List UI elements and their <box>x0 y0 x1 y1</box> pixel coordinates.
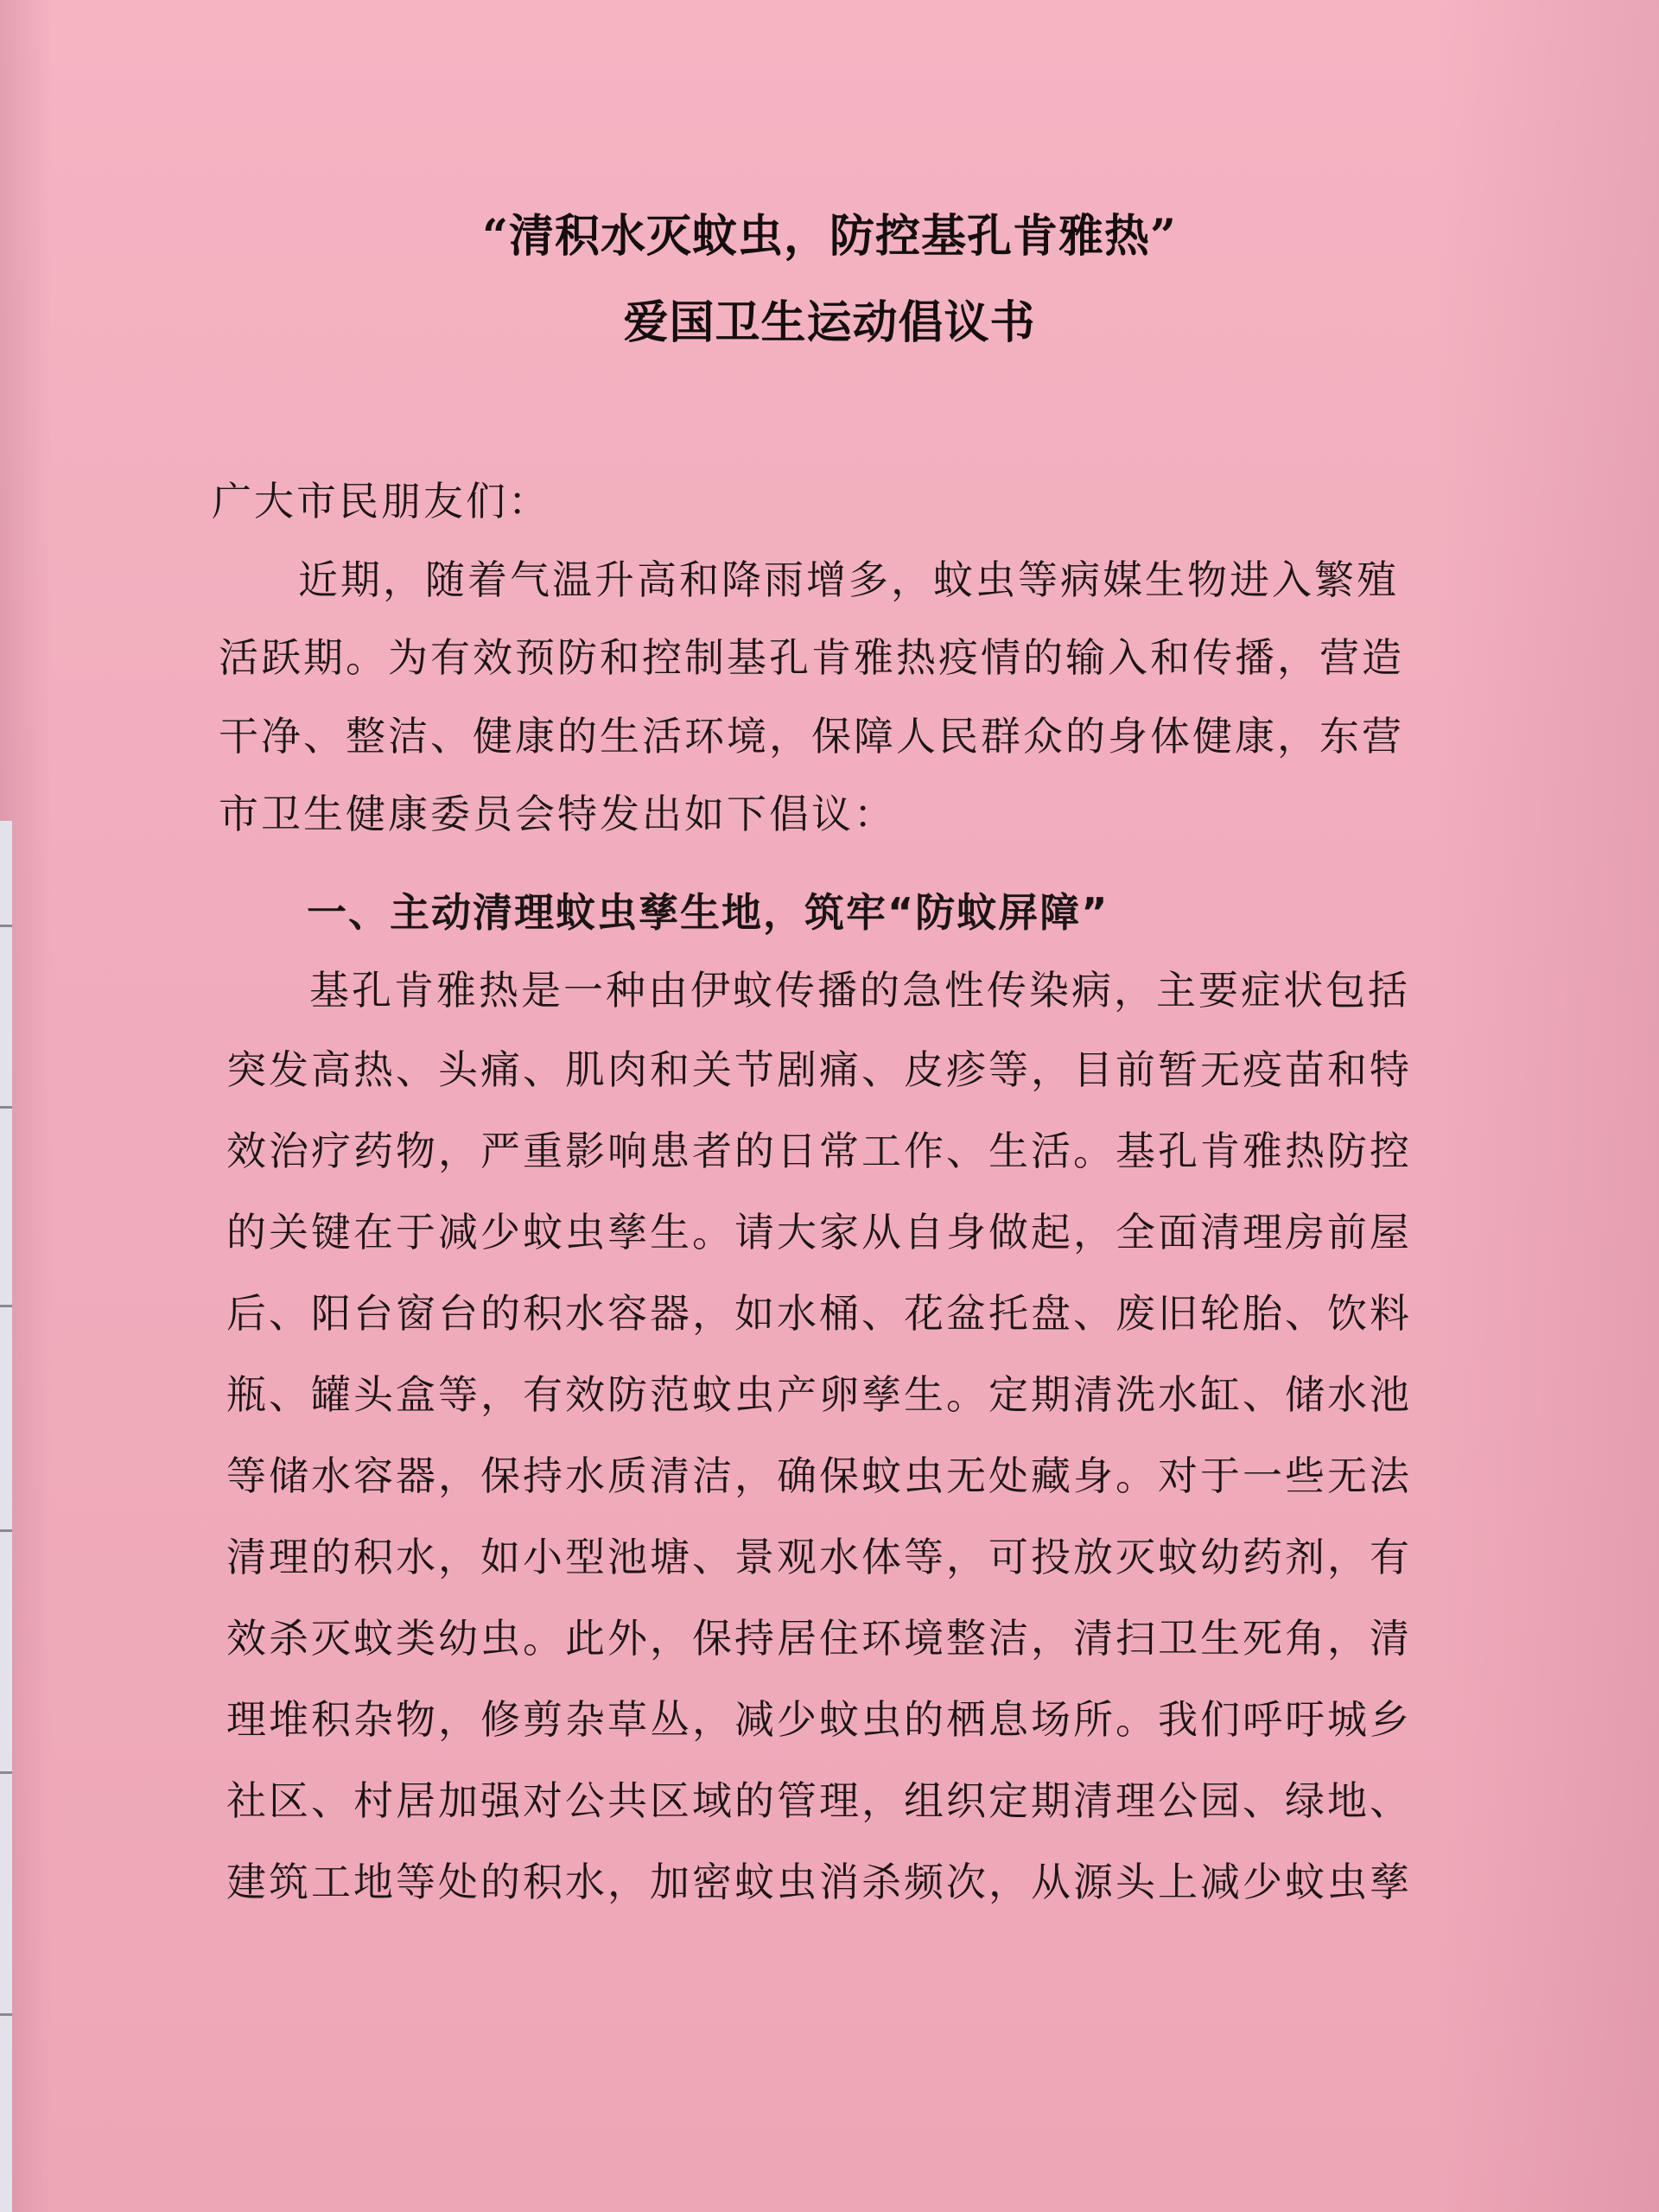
document-title-line-1: “清积水灭蚊虫，防控基孔肯雅热” <box>482 210 1177 263</box>
edge-mark <box>0 2013 12 2016</box>
paragraph-1-line: 市卫生健康委员会特发出如下倡议： <box>219 791 896 837</box>
paragraph-2-line: 突发高热、头痛、肌肉和关节剧痛、皮疹等，目前暂无疫苗和特 <box>226 1046 1412 1093</box>
paragraph-2-line: 社区、村居加强对公共区域的管理，组织定期清理公园、绿地、 <box>226 1777 1412 1824</box>
edge-mark <box>0 925 12 927</box>
paragraph-1-line: 干净、整洁、健康的生活环境，保障人民群众的身体健康，东营 <box>219 713 1404 760</box>
paragraph-2-line: 建筑工地等处的积水，加密蚊虫消杀频次，从源头上减少蚊虫孳 <box>226 1859 1412 1905</box>
paragraph-2-line: 清理的积水，如小型池塘、景观水体等，可投放灭蚊幼药剂，有 <box>226 1534 1412 1580</box>
paragraph-2-line: 后、阳台窗台的积水容器，如水桶、花盆托盘、废旧轮胎、饮料 <box>226 1290 1412 1337</box>
underlying-paper-edge <box>0 821 12 2212</box>
paragraph-2-line: 的关键在于减少蚊虫孳生。请大家从自身做起，全面清理房前屋 <box>226 1209 1412 1255</box>
paragraph-2-line: 等储水容器，保持水质清洁，确保蚊虫无处藏身。对于一些无法 <box>226 1452 1412 1499</box>
paragraph-2-line: 瓶、罐头盒等，有效防范蚊虫产卵孳生。定期清洗水缸、储水池 <box>226 1371 1412 1418</box>
document-title-line-2: 爱国卫生运动倡议书 <box>623 296 1036 349</box>
edge-mark <box>0 1771 12 1774</box>
edge-mark <box>0 1106 12 1109</box>
paragraph-2-line: 基孔肯雅热是一种由伊蚊传播的急性传染病，主要症状包括 <box>309 967 1410 1014</box>
edge-mark <box>0 1305 12 1307</box>
paragraph-2-line: 效杀灭蚊类幼虫。此外，保持居住环境整洁，清扫卫生死角，清 <box>226 1615 1412 1662</box>
paragraph-1-line: 近期，随着气温升高和降雨增多，蚊虫等病媒生物进入繁殖 <box>298 556 1399 603</box>
section-1-heading: 一、主动清理蚊虫孳生地，筑牢“防蚊屏障” <box>307 889 1109 936</box>
paragraph-2-line: 效治疗药物，严重影响患者的日常工作、生活。基孔肯雅热防控 <box>226 1128 1412 1174</box>
paragraph-1-line: 活跃期。为有效预防和控制基孔肯雅热疫情的输入和传播，营造 <box>219 634 1404 681</box>
salutation: 广大市民朋友们： <box>212 478 550 524</box>
edge-mark <box>0 1529 12 1532</box>
paragraph-2-line: 理堆积杂物，修剪杂草丛，减少蚊虫的栖息场所。我们呼吁城乡 <box>226 1696 1412 1743</box>
